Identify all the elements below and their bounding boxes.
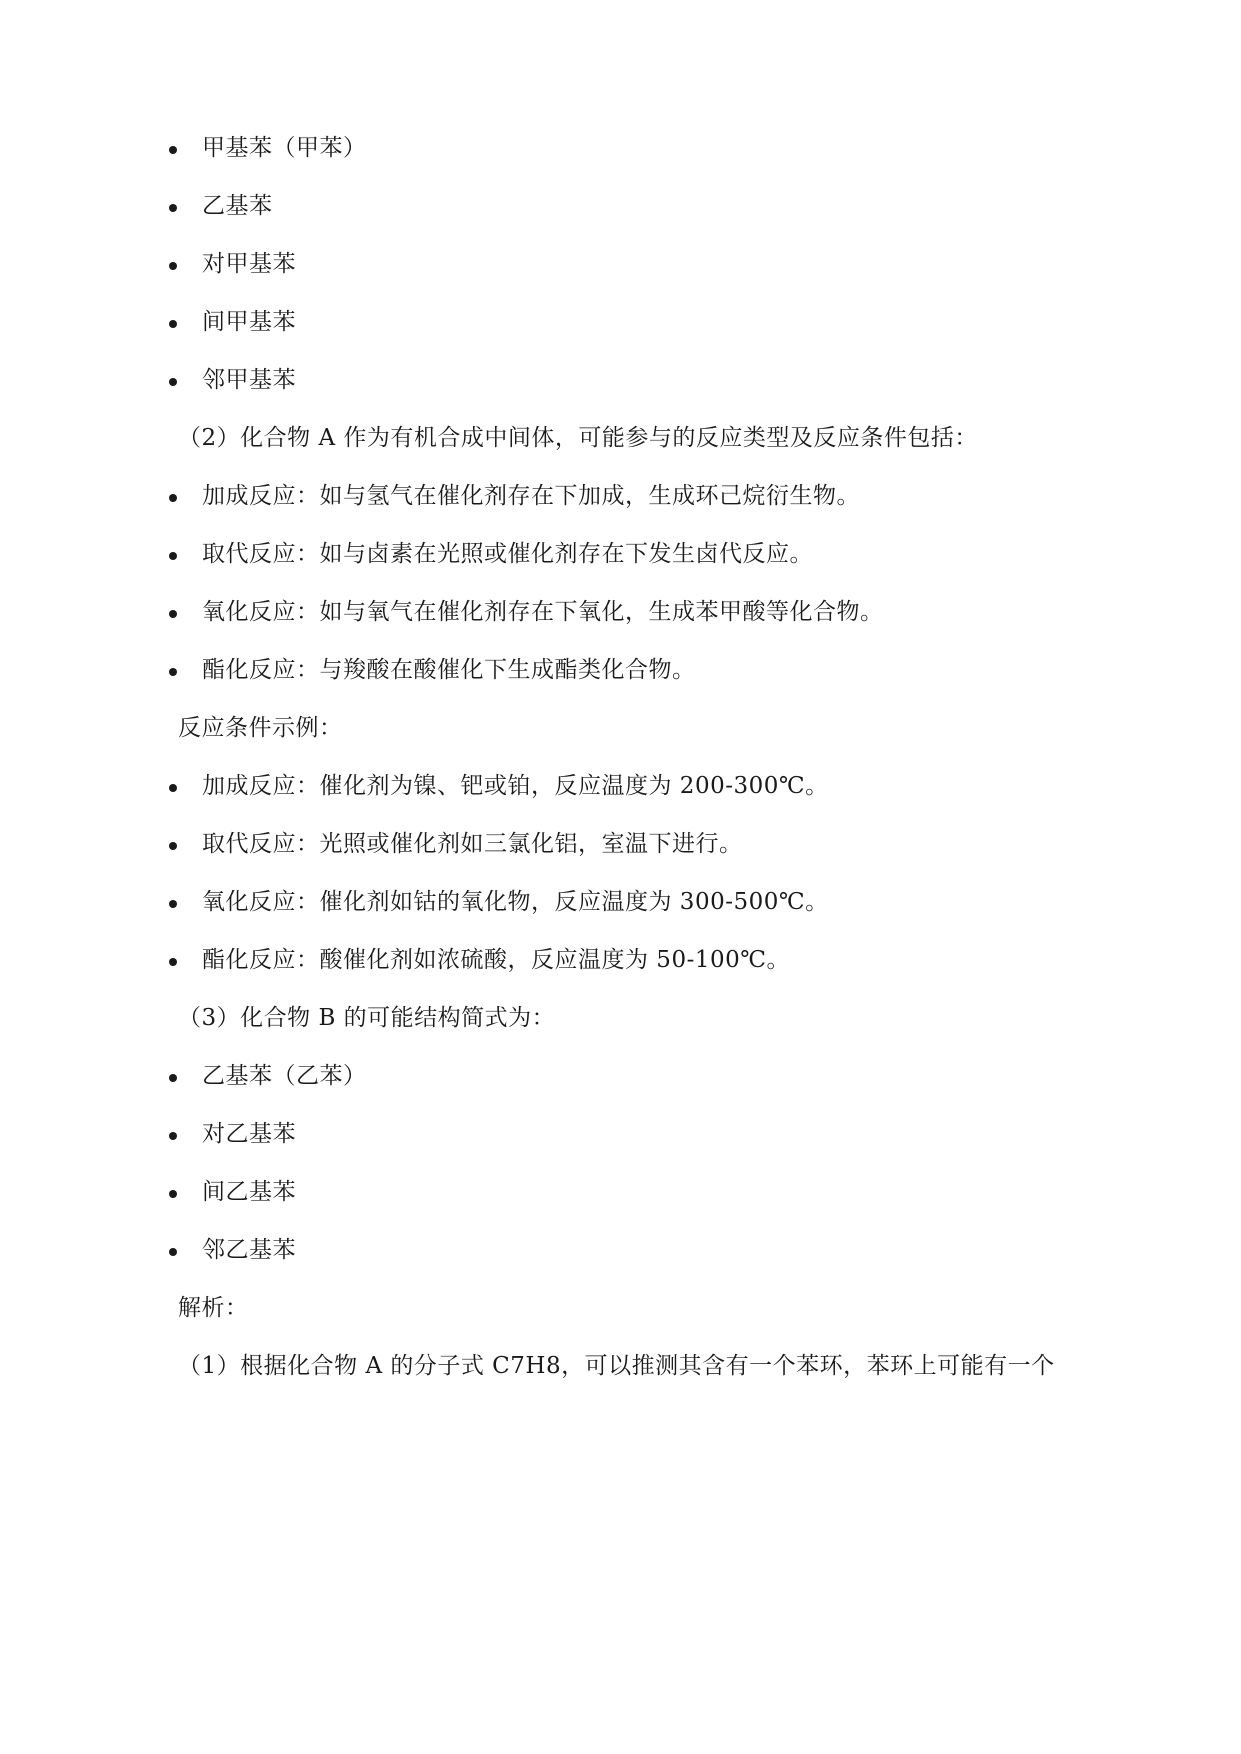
bullet-dot bbox=[169, 1190, 177, 1198]
list-item: 间甲基苯 bbox=[202, 309, 296, 335]
list-item: 加成反应：如与氢气在催化剂存在下加成，生成环己烷衍生物。 bbox=[202, 483, 860, 509]
bullet-dot bbox=[169, 784, 177, 792]
list-item: 酯化反应：与羧酸在酸催化下生成酯类化合物。 bbox=[202, 657, 696, 683]
list-item: 对甲基苯 bbox=[202, 251, 296, 277]
paragraph: 解析： bbox=[178, 1295, 249, 1321]
list-item: 对乙基苯 bbox=[202, 1121, 296, 1147]
bullet-dot bbox=[169, 494, 177, 502]
bullet-dot bbox=[169, 958, 177, 966]
list-item: 取代反应：光照或催化剂如三氯化铝，室温下进行。 bbox=[202, 831, 743, 857]
list-item: 邻乙基苯 bbox=[202, 1237, 296, 1263]
list-item: 酯化反应：酸催化剂如浓硫酸，反应温度为 50-100℃。 bbox=[202, 947, 790, 973]
paragraph: （1）根据化合物 A 的分子式 C7H8，可以推测其含有一个苯环，苯环上可能有一个 bbox=[178, 1353, 1055, 1379]
list-item: 间乙基苯 bbox=[202, 1179, 296, 1205]
list-item: 氧化反应：如与氧气在催化剂存在下氧化，生成苯甲酸等化合物。 bbox=[202, 599, 884, 625]
bullet-dot bbox=[169, 146, 177, 154]
bullet-dot bbox=[169, 668, 177, 676]
list-item: 邻甲基苯 bbox=[202, 367, 296, 393]
list-item: 氧化反应：催化剂如钴的氧化物，反应温度为 300-500℃。 bbox=[202, 889, 829, 915]
bullet-dot bbox=[169, 320, 177, 328]
paragraph: （2）化合物 A 作为有机合成中间体，可能参与的反应类型及反应条件包括： bbox=[178, 425, 978, 451]
bullet-dot bbox=[169, 900, 177, 908]
bullet-dot bbox=[169, 842, 177, 850]
bullet-dot bbox=[169, 610, 177, 618]
paragraph: （3）化合物 B 的可能结构简式为： bbox=[178, 1005, 556, 1031]
bullet-dot bbox=[169, 1248, 177, 1256]
paragraph: 反应条件示例： bbox=[178, 715, 343, 741]
list-item: 乙基苯 bbox=[202, 193, 273, 219]
bullet-dot bbox=[169, 1074, 177, 1082]
list-item: 加成反应：催化剂为镍、钯或铂，反应温度为 200-300℃。 bbox=[202, 773, 829, 799]
bullet-dot bbox=[169, 552, 177, 560]
bullet-dot bbox=[169, 262, 177, 270]
bullet-dot bbox=[169, 1132, 177, 1140]
list-item: 甲基苯（甲苯） bbox=[202, 135, 367, 161]
list-item: 取代反应：如与卤素在光照或催化剂存在下发生卤代反应。 bbox=[202, 541, 813, 567]
bullet-dot bbox=[169, 204, 177, 212]
bullet-dot bbox=[169, 378, 177, 386]
list-item: 乙基苯（乙苯） bbox=[202, 1063, 367, 1089]
